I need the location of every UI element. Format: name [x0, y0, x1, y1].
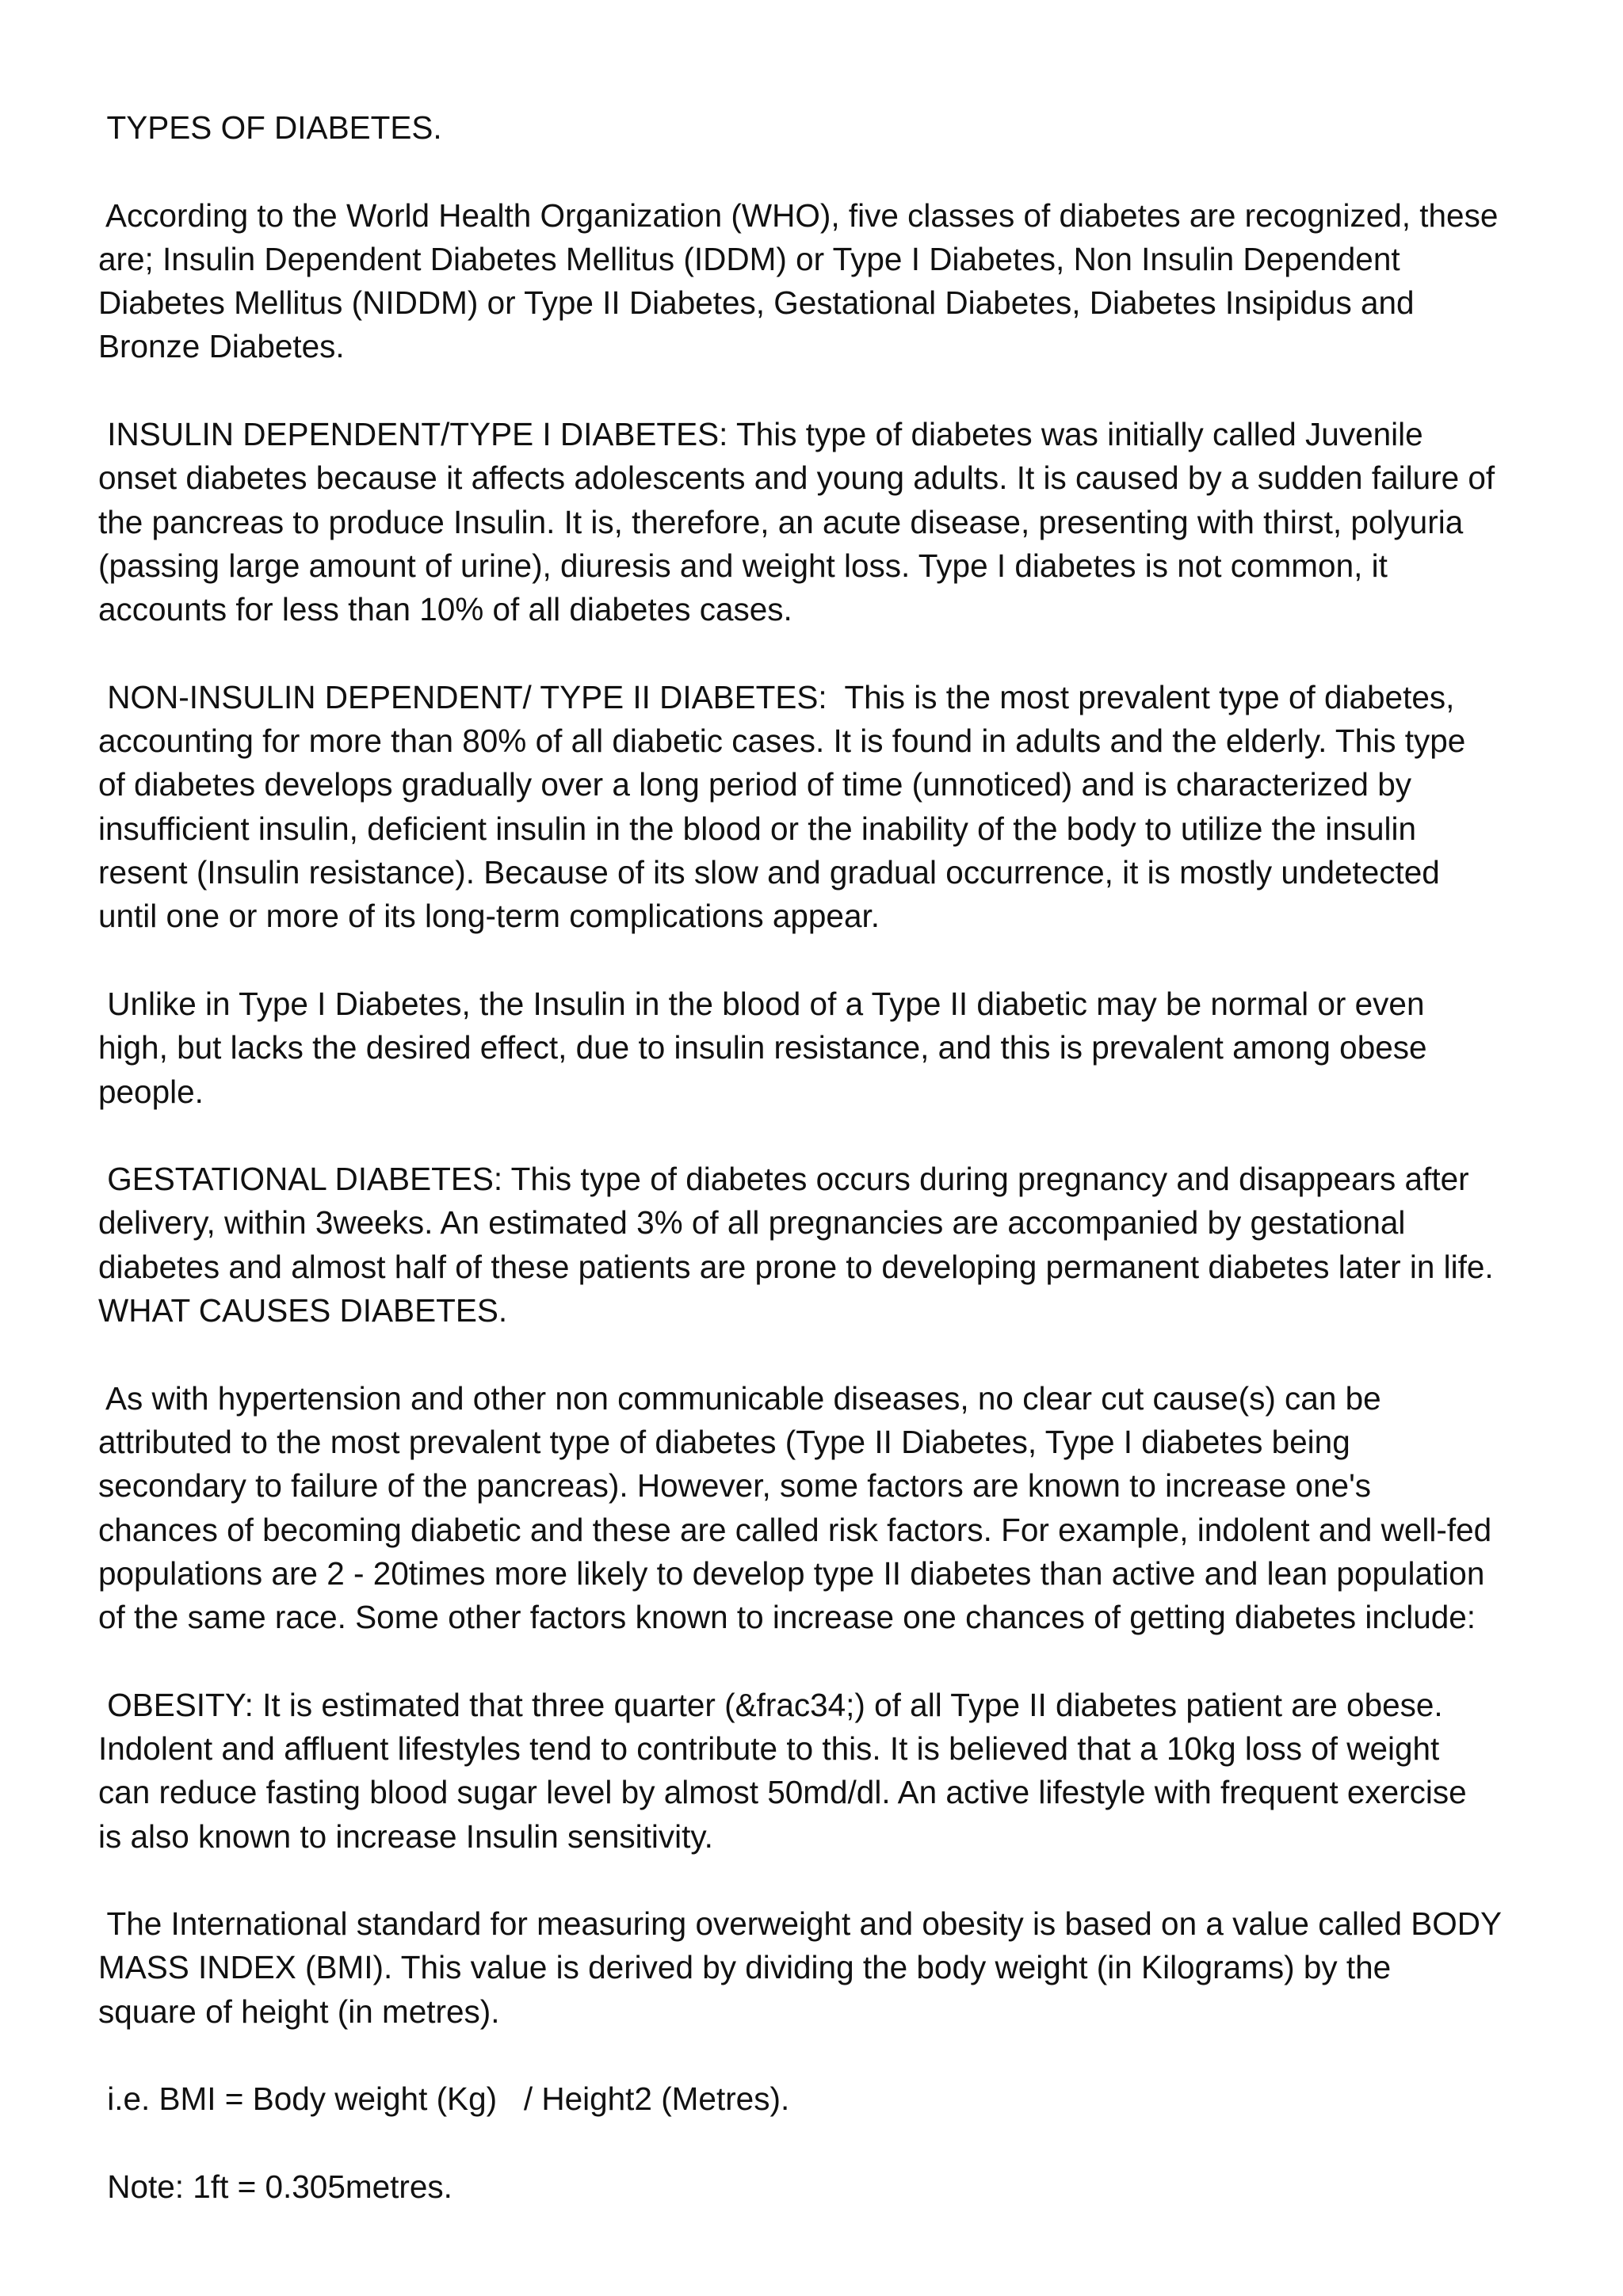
paragraph-line: are; Insulin Dependent Diabetes Mellitus (IDDM) or Type I Diabetes, Non Insulin Dependent	[98, 240, 1400, 277]
paragraph-line: (passing large amount of urine), diuresis and weight loss. Type I diabetes is not common, it	[98, 547, 1388, 584]
paragraph-gap	[98, 632, 1556, 676]
note-text: Note: 1ft = 0.305metres.	[98, 2168, 453, 2205]
paragraph-line: onset diabetes because it affects adolescents and young adults. It is caused by a sudden failure of	[98, 460, 1495, 497]
paragraph-line: Bronze Diabetes.	[98, 328, 345, 365]
paragraph-line: of the same race. Some other factors known to increase one chances of getting diabetes include:	[98, 1599, 1476, 1636]
paragraph-line: delivery, within 3weeks. An estimated 3% of all pregnancies are accompanied by gestational	[98, 1204, 1406, 1241]
paragraph-line: Indolent and affluent lifestyles tend to contribute to this. It is believed that a 10kg loss of weight	[98, 1730, 1440, 1767]
paragraph-line: Diabetes Mellitus (NIDDM) or Type II Diabetes, Gestational Diabetes, Diabetes Insipidus and	[98, 284, 1415, 322]
paragraph-line: attributed to the most prevalent type of diabetes (Type II Diabetes, Type I diabetes being	[98, 1423, 1350, 1460]
paragraph-line: accounts for less than 10% of all diabetes cases.	[98, 591, 792, 628]
paragraph-obesity	[98, 1684, 1556, 1859]
paragraph-line: the pancreas to produce Insulin. It is, therefore, an acute disease, presenting with thirst, polyuria	[98, 503, 1464, 540]
paragraph-gestational	[98, 1158, 1556, 1333]
paragraph-causes	[98, 1377, 1556, 1640]
paragraph-line: until one or more of its long-term complications appear.	[98, 898, 880, 935]
paragraph-line: can reduce fasting blood sugar level by almost 50md/dl. An active lifestyle with frequent exercise	[98, 1774, 1467, 1811]
paragraph-line: resent (Insulin resistance). Because of its slow and gradual occurrence, it is mostly undetected	[98, 854, 1440, 891]
paragraph-line: insufficient insulin, deficient insulin in the blood or the inability of the body to utilize the insulin	[98, 810, 1417, 847]
paragraph-line: Unlike in Type I Diabetes, the Insulin in the blood of a Type II diabetic may be normal or even	[98, 985, 1425, 1022]
paragraph-line: is also known to increase Insulin sensitivity.	[98, 1817, 713, 1855]
document-body	[98, 106, 1556, 2209]
paragraph-line: INSULIN DEPENDENT/TYPE I DIABETES: This type of diabetes was initially called Juvenile	[98, 416, 1423, 453]
paragraph-line: high, but lacks the desired effect, due to insulin resistance, and this is prevalent among obese	[98, 1029, 1427, 1066]
paragraph-line: secondary to failure of the pancreas). However, some factors are known to increase one's	[98, 1467, 1372, 1505]
paragraph-line: OBESITY: It is estimated that three quarter (&frac34;) of all Type II diabetes patient are obese.	[98, 1686, 1443, 1723]
paragraph-note	[98, 2165, 1556, 2209]
paragraph-gap	[98, 1333, 1556, 1376]
paragraph-gap	[98, 2034, 1556, 2077]
paragraph-type-two	[98, 676, 1556, 939]
paragraph-gap	[98, 150, 1556, 193]
paragraph-type-two-insulin	[98, 982, 1556, 1114]
paragraph-type-one	[98, 413, 1556, 631]
paragraph-gap	[98, 369, 1556, 413]
paragraph-line: As with hypertension and other non communicable diseases, no clear cut cause(s) can be	[98, 1379, 1381, 1417]
paragraph-line: GESTATIONAL DIABETES: This type of diabetes occurs during pregnancy and disappears after	[98, 1161, 1469, 1198]
paragraph-line: accounting for more than 80% of all diabetic cases. It is found in adults and the elderly. This type	[98, 723, 1466, 760]
paragraph-line: square of height (in metres).	[98, 1993, 500, 2030]
paragraph-line: populations are 2 - 20times more likely to develop type II diabetes than active and lean population	[98, 1554, 1485, 1592]
paragraph-bmi-formula	[98, 2077, 1556, 2121]
paragraph-line: of diabetes develops gradually over a long period of time (unnoticed) and is characterized by	[98, 766, 1411, 803]
paragraph-line: people.	[98, 1073, 204, 1110]
paragraph-line: According to the World Health Organization (WHO), five classes of diabetes are recognized, these	[98, 196, 1499, 234]
paragraph-gap	[98, 1639, 1556, 1683]
paragraph-line: chances of becoming diabetic and these are called risk factors. For example, indolent and well-fed	[98, 1511, 1492, 1548]
bmi-formula: i.e. BMI = Body weight (Kg) / Height2 (Metres).	[98, 2081, 790, 2118]
section-heading: WHAT CAUSES DIABETES.	[98, 1292, 508, 1329]
paragraph-line: diabetes and almost half of these patients are prone to developing permanent diabetes later in life.	[98, 1248, 1494, 1285]
paragraph-gap	[98, 2122, 1556, 2165]
paragraph-gap	[98, 1114, 1556, 1158]
paragraph-line: MASS INDEX (BMI). This value is derived by dividing the body weight (in Kilograms) by the	[98, 1949, 1392, 1986]
paragraph-line: NON-INSULIN DEPENDENT/ TYPE II DIABETES: This is the most prevalent type of diabetes,	[98, 678, 1455, 715]
paragraph-bmi-standard	[98, 1902, 1556, 2034]
paragraph-line: The International standard for measuring overweight and obesity is based on a value called BODY	[98, 1905, 1503, 1943]
document-title: TYPES OF DIABETES.	[98, 109, 442, 146]
paragraph-gap	[98, 939, 1556, 982]
paragraph-gap	[98, 1859, 1556, 1902]
paragraph-who-classes	[98, 194, 1556, 369]
